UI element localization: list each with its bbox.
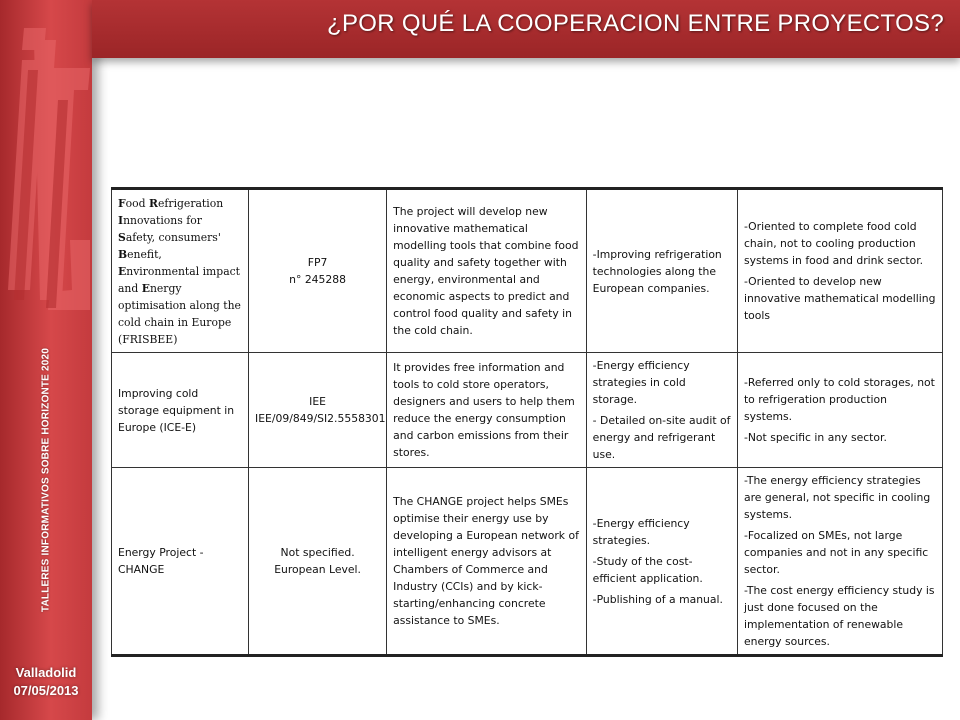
programme-label: FP7 <box>307 256 328 269</box>
limitation-item: -Focalized on SMEs, not large companies and not in any specific sector. <box>743 529 929 576</box>
table-row <box>112 468 943 656</box>
limitation-item: -Referred only to cold storages, not to refrigeration production systems. <box>743 376 935 423</box>
limitation-item: -The cost energy efficiency study is just done focused on the implementation of renewable energy sources. <box>743 584 935 648</box>
initial-letter: R <box>149 196 159 210</box>
project-name-cell: Improving cold storage equipment in Europe (ICE-E) <box>112 353 249 468</box>
objective-item: -Publishing of a manual. <box>592 592 723 606</box>
programme-cell <box>249 468 387 656</box>
description-cell: It provides free information and tools to cold store operators, designers and users to help them reduce the energy consumption and carbon emissions from their stores. <box>387 353 587 468</box>
initial-letter: F <box>118 196 126 210</box>
table-row <box>112 353 943 468</box>
project-name-cell <box>112 189 249 353</box>
name-fragment: ood <box>125 196 150 210</box>
initial-letter: E <box>118 264 127 278</box>
name-fragment: efrigeration <box>158 196 224 210</box>
objective-item: -Study of the cost-efficient application. <box>592 554 703 585</box>
initial-letter: S <box>118 230 126 244</box>
name-fragment: afety, consumers' <box>125 230 221 244</box>
page-title: ¿POR QUÉ LA COOPERACION ENTRE PROYECTOS? <box>326 10 944 37</box>
city-label: Valladolid <box>15 665 77 680</box>
limitation-item: -The energy efficiency strategies are general, not specific in cooling systems. <box>743 474 931 521</box>
initial-letter: I <box>118 213 124 227</box>
limitation-item: -Oriented to complete food cold chain, not to cooling production systems in food and drink sector. <box>743 220 924 267</box>
programme-label: IEE <box>309 395 326 408</box>
name-fragment: enefit, <box>127 247 162 261</box>
name-fragment: nnovations for <box>123 213 202 227</box>
sidebar-caption: TALLERES INFORMATIVOS SOBRE HORIZONTE 2020 <box>40 347 52 613</box>
project-name-cell: Energy Project - CHANGE <box>112 468 249 656</box>
objectives-cell <box>586 353 737 468</box>
sidebar <box>0 0 92 720</box>
objectives-cell <box>586 189 737 353</box>
reference-label: IEE/09/849/SI2.5558301 <box>255 412 386 425</box>
projects-table <box>111 187 943 657</box>
description-cell: The CHANGE project helps SMEs optimise their energy use by developing a European network of intelligent energy advisors at Chambers of Commerce and Industry (CCIs) and by kick-starting/enhancing concrete assistance to SMEs. <box>387 468 587 656</box>
limitations-cell <box>737 353 942 468</box>
programme-label: Not specified. European Level. <box>274 546 361 576</box>
reference-label: n° 245288 <box>289 273 347 286</box>
programme-cell <box>249 189 387 353</box>
description-cell: The project will develop new innovative mathematical modelling tools that combine food quality and safety together with energy, environmental and economic aspects to predict and control food quality and safety in the cold chain. <box>387 189 587 353</box>
table-row <box>112 189 943 353</box>
name-fragment: nvironmental impact and <box>118 264 241 295</box>
programme-cell <box>249 353 387 468</box>
title-bar <box>92 0 960 58</box>
name-fragment: nergy optimisation along the cold chain in Europe (FRISBEE) <box>118 281 241 346</box>
objective-item: -Energy efficiency strategies. <box>592 516 690 547</box>
initial-letter: E <box>141 281 150 295</box>
limitations-cell <box>737 468 942 656</box>
initial-letter: B <box>118 247 128 261</box>
itcl-logo-icon <box>0 0 92 330</box>
limitations-cell <box>737 189 942 353</box>
date-label: 07/05/2013 <box>13 683 79 698</box>
limitation-item: -Not specific in any sector. <box>743 431 887 444</box>
limitation-item: -Oriented to develop new innovative mathematical modelling tools <box>743 275 936 322</box>
objective-item: -Energy efficiency strategies in cold storage. <box>592 359 690 406</box>
sidebar-footer <box>0 664 92 700</box>
objective-item: -Improving refrigeration technologies along the European companies. <box>592 247 722 295</box>
objective-item: - Detailed on-site audit of energy and refrigerant use. <box>592 414 731 461</box>
objectives-cell <box>586 468 737 656</box>
